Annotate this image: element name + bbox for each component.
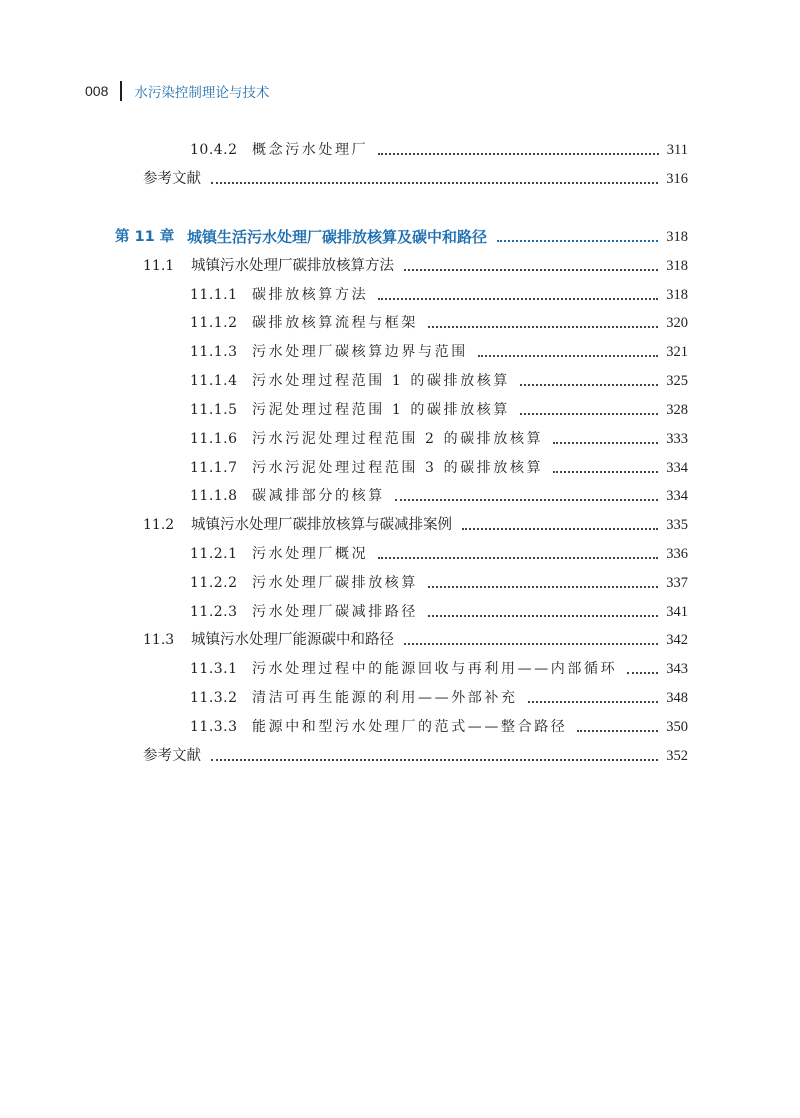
toc-page-number: 318 [666, 258, 688, 274]
dot-leader [528, 700, 659, 703]
toc-subsection-entry [190, 370, 688, 392]
toc-section-entry [143, 514, 688, 536]
dot-leader [577, 729, 658, 732]
dot-leader [211, 181, 658, 184]
toc-entry-number: 11.1.7 [190, 460, 238, 476]
toc-entry-number: 11.2.1 [190, 546, 238, 562]
dot-leader [520, 383, 658, 386]
toc-page-number: 334 [666, 488, 688, 504]
dot-leader [378, 297, 658, 300]
toc-entry-number: 11.2 [143, 517, 175, 533]
toc-subsection-entry [190, 716, 688, 738]
dot-leader [428, 614, 658, 617]
toc-entry-number: 11.2.2 [190, 575, 238, 591]
dot-leader [627, 671, 658, 674]
dot-leader [211, 758, 658, 761]
toc-entry-title: 污水污泥处理过程范围 2 的碳排放核算 [252, 431, 544, 447]
page-number: 008 [85, 83, 109, 99]
toc-page-number: 328 [666, 402, 688, 418]
toc-page-number: 337 [666, 575, 688, 591]
toc-subsection-entry [190, 457, 688, 479]
toc-entry-title: 能源中和型污水处理厂的范式——整合路径 [252, 719, 568, 735]
toc-subsection-entry [190, 312, 688, 334]
toc-subsection-entry [190, 139, 688, 161]
toc-entry-number: 第 11 章 [115, 229, 175, 245]
toc-entry-title: 碳减排部分的核算 [252, 488, 385, 504]
toc-page-number: 333 [666, 431, 688, 447]
running-header [85, 80, 269, 102]
toc-entry-title: 污水处理厂碳减排路径 [252, 604, 418, 620]
toc-entry-title: 污水处理过程中的能源回收与再利用——内部循环 [252, 661, 618, 677]
toc-page-number: 343 [666, 661, 688, 677]
toc-section-entry [143, 255, 688, 277]
toc-entry-number: 11.1.3 [190, 344, 238, 360]
dot-leader [378, 556, 658, 559]
toc-entry-title: 污水处理厂碳核算边界与范围 [252, 344, 468, 360]
dot-leader [462, 527, 658, 530]
toc-subsection-entry [190, 399, 688, 421]
dot-leader [478, 354, 658, 357]
toc-entry-number: 11.3.2 [190, 690, 238, 706]
toc-chapter-entry [115, 226, 688, 248]
toc-entry-number: 11.2.3 [190, 604, 238, 620]
toc-entry-title: 城镇污水处理厂能源碳中和路径 [191, 632, 394, 648]
toc-entry-number: 10.4.2 [190, 142, 238, 158]
toc-entry-number: 11.1.1 [190, 287, 238, 303]
toc-entry-title: 城镇污水处理厂碳排放核算方法 [191, 258, 394, 274]
toc-page-number: 325 [666, 373, 688, 389]
dot-leader [553, 441, 658, 444]
toc-entry-title: 城镇生活污水处理厂碳排放核算及碳中和路径 [187, 228, 488, 246]
toc-section-entry [143, 745, 688, 767]
toc-subsection-entry [190, 687, 688, 709]
toc-page-number: 316 [666, 171, 688, 187]
toc-entry-title: 参考文献 [143, 748, 201, 764]
toc-page-number: 318 [666, 287, 688, 303]
toc-entry-title: 城镇污水处理厂碳排放核算与碳减排案例 [191, 517, 452, 533]
toc-subsection-entry [190, 428, 688, 450]
toc-subsection-entry [190, 485, 688, 507]
toc-entry-number: 11.1.4 [190, 373, 238, 389]
toc-page-number: 321 [666, 344, 688, 360]
toc-section-entry [143, 168, 688, 190]
toc-page-number: 341 [666, 604, 688, 620]
dot-leader [428, 325, 658, 328]
toc-entry-title: 污泥处理过程范围 1 的碳排放核算 [252, 402, 511, 418]
toc-entry-title: 碳排放核算方法 [252, 287, 369, 303]
toc-page-number: 318 [666, 229, 688, 245]
book-title: 水污染控制理论与技术 [134, 85, 270, 101]
toc-entry-number: 11.1.6 [190, 431, 238, 447]
toc-page-number: 342 [666, 632, 688, 648]
toc-subsection-entry [190, 658, 688, 680]
toc-subsection-entry [190, 572, 688, 594]
toc-entry-number: 11.1.8 [190, 488, 238, 504]
toc-entry-number: 11.3 [143, 632, 175, 648]
header-divider [120, 81, 122, 101]
toc-section-entry [143, 629, 688, 651]
toc-page-number: 350 [666, 719, 688, 735]
toc-subsection-entry [190, 341, 688, 363]
toc-entry-number: 11.3.3 [190, 719, 238, 735]
dot-leader [520, 412, 658, 415]
toc-entry-title: 污水处理厂概况 [252, 546, 369, 562]
toc-subsection-entry [190, 284, 688, 306]
toc-page-number: 334 [666, 460, 688, 476]
toc-entry-number: 11.3.1 [190, 661, 238, 677]
toc-subsection-entry [190, 543, 688, 565]
toc-page-number: 352 [666, 748, 688, 764]
dot-leader [497, 239, 658, 242]
dot-leader [404, 642, 658, 645]
dot-leader [404, 268, 658, 271]
toc-entry-title: 污水处理过程范围 1 的碳排放核算 [252, 373, 511, 389]
toc-entry-number: 11.1.2 [190, 315, 238, 331]
dot-leader [428, 585, 658, 588]
toc-entry-title: 概念污水处理厂 [252, 142, 369, 158]
toc-page-number: 320 [666, 315, 688, 331]
toc-entry-title: 参考文献 [143, 171, 201, 187]
dot-leader [378, 152, 659, 155]
toc-entry-title: 污水污泥处理过程范围 3 的碳排放核算 [252, 460, 544, 476]
dot-leader [395, 498, 658, 501]
toc-page-number: 311 [666, 142, 688, 158]
toc-page-number: 336 [666, 546, 688, 562]
toc-entry-number: 11.1.5 [190, 402, 238, 418]
toc-subsection-entry [190, 601, 688, 623]
toc-page-number: 335 [666, 517, 688, 533]
toc-entry-title: 碳排放核算流程与框架 [252, 315, 418, 331]
toc-entry-title: 污水处理厂碳排放核算 [252, 575, 418, 591]
toc-entry-title: 清洁可再生能源的利用——外部补充 [252, 690, 518, 706]
toc-entry-number: 11.1 [143, 258, 175, 274]
dot-leader [553, 470, 658, 473]
toc-page-number: 348 [666, 690, 688, 706]
